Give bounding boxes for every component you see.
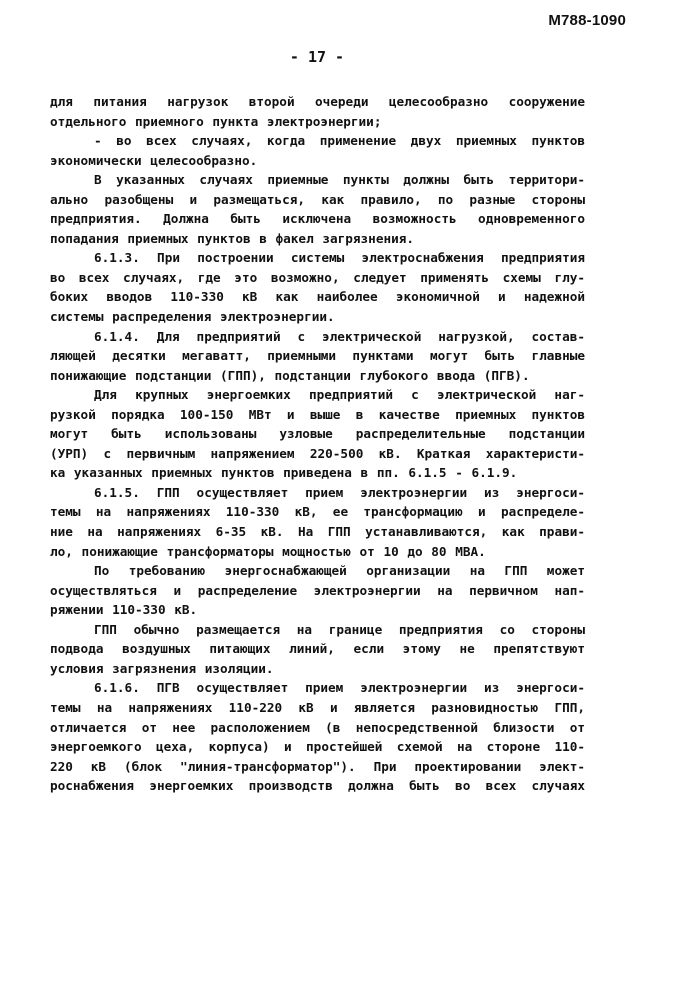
text-line: экономически целесообразно. xyxy=(50,152,258,168)
text-line: для питания нагрузок второй очереди целесообразно сооружение xyxy=(50,94,585,109)
text-line: рузкой порядка 100-150 МВт и выше в качестве приемных пунктов xyxy=(50,406,585,422)
text-line: 6.1.3. При построении системы электроснабжения предприятия xyxy=(94,250,585,266)
text-line: понижающие подстанции (ГПП), подстанции глубокого ввода (ПГВ). xyxy=(50,367,530,383)
text-line: темы на напряжениях 110-330 кВ, ее трансформацию и распределе- xyxy=(50,504,585,520)
text-line: условия загрязнения изоляции. xyxy=(50,660,274,676)
text-line: роснабжения энергоемких производств должна быть во всех случаях xyxy=(50,778,585,794)
text-line: осуществляться и распределение электроэнергии на первичном нап- xyxy=(50,582,585,598)
text-line: системы распределения электроэнергии. xyxy=(50,309,335,325)
text-line: По требованию энергоснабжающей организации на ГПП может xyxy=(94,563,585,579)
text-line: 220 кВ (блок "линия-трансформатор"). При проектировании элект- xyxy=(50,758,585,774)
text-line: предприятия. Должна быть исключена возможность одновременного xyxy=(50,211,585,227)
page-number: - 17 - xyxy=(289,48,345,66)
text-line: энергоемкого цеха, корпуса) и простейшей схемой на стороне 110- xyxy=(50,739,585,755)
text-line: ние на напряжениях 6-35 кВ. На ГПП устанавливаются, как прави- xyxy=(50,524,585,540)
text-line: подвода воздушных питающих линий, если этому не препятствуют xyxy=(50,641,585,657)
document-code: М788-1090 xyxy=(548,12,626,29)
text-line: Для крупных энергоемких предприятий с электрической наг- xyxy=(94,387,585,403)
text-line: ляющей десятки мегаватт, приемными пунктами могут быть главные xyxy=(50,348,585,364)
text-line: ряжении 110-330 кВ. xyxy=(50,602,198,618)
text-line: могут быть использованы узловые распределительные подстанции xyxy=(50,426,585,442)
text-line: ка указанных приемных пунктов приведена в пп. 6.1.5 - 6.1.9. xyxy=(50,465,518,481)
text-line: ГПП обычно размещается на границе предприятия со стороны xyxy=(94,621,585,637)
text-line: боких вводов 110-330 кВ как наиболее экономичной и надежной xyxy=(50,289,585,305)
text-line: ло, понижающие трансформаторы мощностью от 10 до 80 МВА. xyxy=(50,543,486,559)
text-line: - во всех случаях, когда применение двух приемных пунктов xyxy=(94,133,585,149)
text-line: попадания приемных пунктов в факел загрязнения. xyxy=(50,230,415,246)
text-line: отдельного приемного пункта электроэнергии; xyxy=(50,113,382,129)
text-line: В указанных случаях приемные пункты должны быть территори- xyxy=(94,172,585,188)
text-line: отличается от нее расположением (в непосредственной близости от xyxy=(50,719,585,735)
text-line: во всех случаях, где это возможно, следует применять схемы глу- xyxy=(50,269,585,285)
text-line: (УРП) с первичным напряжением 220-500 кВ. Краткая характеристи- xyxy=(50,445,585,461)
text-line: темы на напряжениях 110-220 кВ и является разновидностью ГПП, xyxy=(50,699,585,715)
text-line: ально разобщены и размещаться, как правило, по разные стороны xyxy=(50,191,585,207)
body-text xyxy=(50,92,585,796)
text-line: 6.1.6. ПГВ осуществляет прием электроэнергии из энергоси- xyxy=(94,680,585,696)
text-line: 6.1.4. Для предприятий с электрической нагрузкой, состав- xyxy=(94,328,585,344)
text-line: 6.1.5. ГПП осуществляет прием электроэнергии из энергоси- xyxy=(94,484,585,500)
